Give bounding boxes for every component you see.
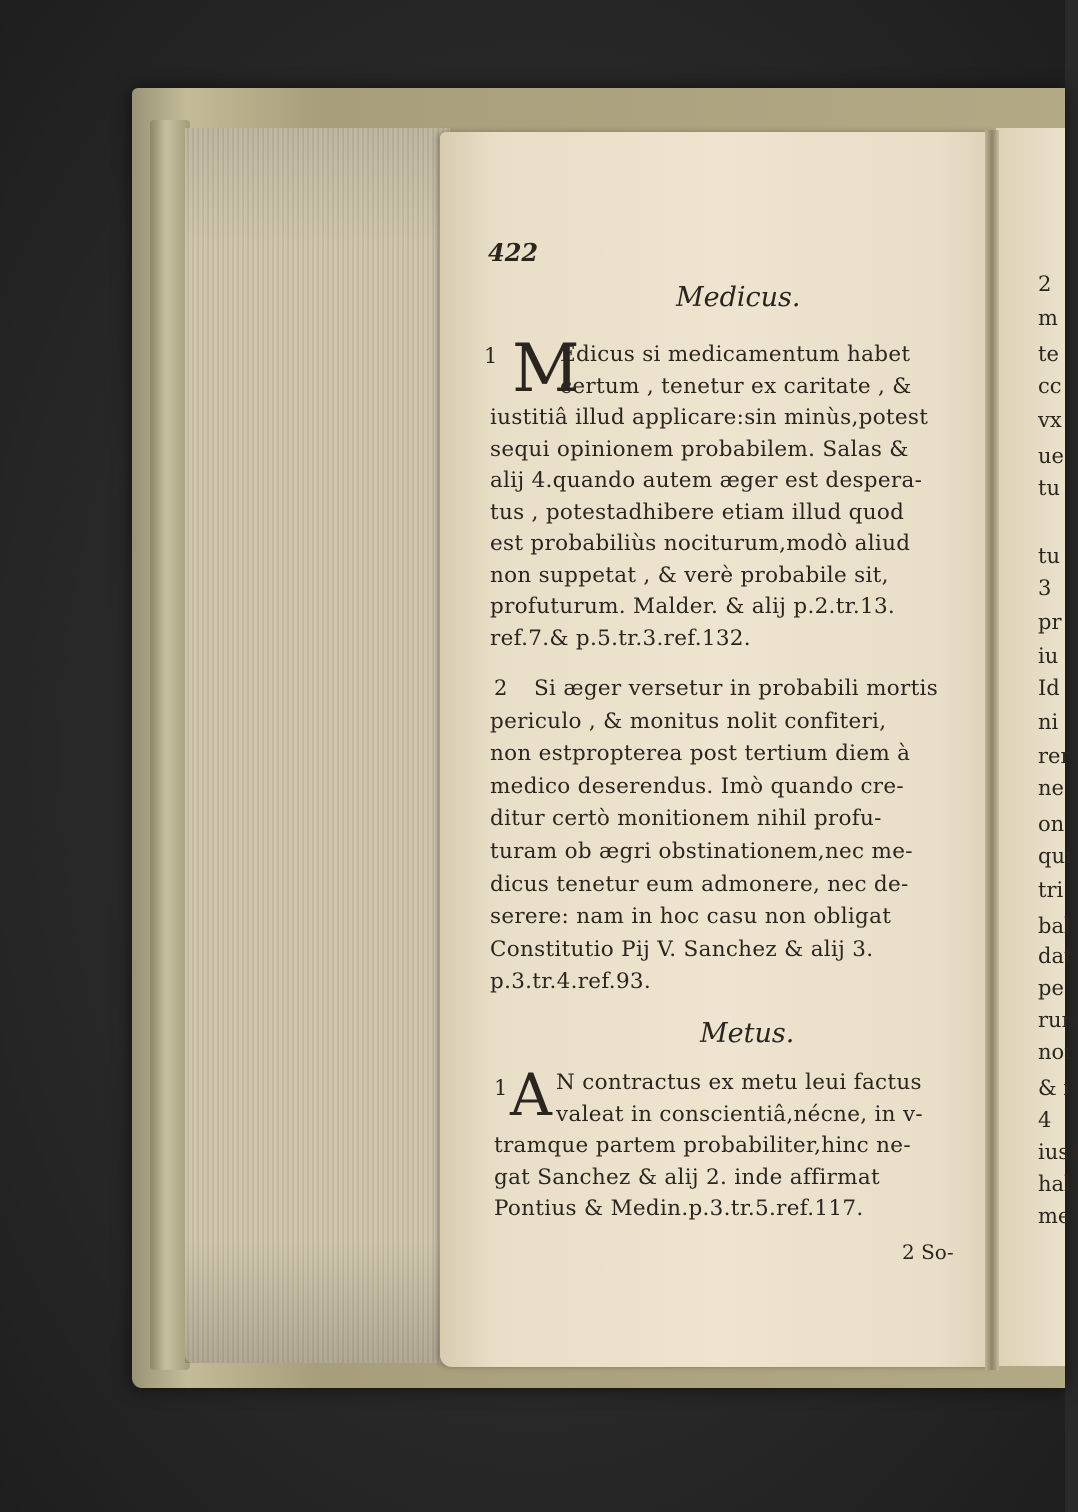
facing-page-fragment: Id	[1038, 676, 1060, 700]
text-line: Edicus si medicamentum habet	[560, 342, 911, 367]
section-heading-metus: Metus.	[700, 1018, 795, 1049]
facing-page-fragment: ne	[1038, 776, 1064, 800]
facing-page-fragment: run	[1038, 1008, 1076, 1032]
text-line: Constitutio Pij V. Sanchez & alij 3.	[490, 936, 874, 962]
facing-page-fragment: 4	[1038, 1108, 1052, 1132]
facing-page-fragment: iust	[1038, 1140, 1078, 1164]
facing-page-fragment: cc	[1038, 374, 1062, 398]
drop-cap: M	[512, 330, 580, 407]
facing-page-fragment: dat	[1038, 944, 1073, 968]
facing-page-fragment: nor	[1038, 1040, 1075, 1064]
catchword: 2 So-	[902, 1240, 954, 1264]
text-line: medico deserendus. Imò quando cre-	[490, 773, 904, 799]
facing-page-fragment: 2	[1038, 272, 1052, 296]
text-line: non estpropterea post tertium diem à	[490, 741, 911, 767]
text-line: turam ob ægri obstinationem,nec me-	[490, 839, 913, 864]
paragraph-number: 1	[484, 344, 498, 368]
text-line: ditur certò monitionem nihil profu-	[490, 806, 882, 832]
text-line: periculo , & monitus nolit confiteri,	[490, 708, 887, 734]
facing-page-fragment: qui	[1038, 844, 1072, 868]
facing-page-fragment: & i	[1038, 1076, 1071, 1100]
facing-page-fragment: iu	[1038, 644, 1059, 668]
text-line: non suppetat , & verè probabile sit,	[490, 562, 889, 588]
book-spine	[150, 120, 190, 1370]
text-line: tus , potestadhibere etiam illud quod	[490, 499, 905, 525]
text-line: serere: nam in hoc casu non obligat	[490, 904, 892, 930]
facing-page-fragment: ue	[1038, 444, 1064, 468]
facing-page-fragment: hab	[1038, 1172, 1078, 1196]
text-line: profuturum. Malder. & alij p.2.tr.13.	[490, 594, 896, 619]
facing-page-fragment: tu	[1038, 476, 1060, 500]
facing-page-fragment: bal	[1038, 914, 1071, 938]
text-line: p.3.tr.4.ref.93.	[490, 969, 652, 995]
facing-page-fragment: vx	[1038, 408, 1062, 432]
facing-page-fragment: ni	[1038, 710, 1059, 734]
facing-page-fragment: m	[1038, 306, 1058, 330]
text-line: dicus tenetur eum admonere, nec de-	[490, 871, 909, 897]
text-line: sequi opinionem probabilem. Salas &	[490, 436, 909, 462]
facing-page-fragment: me	[1038, 1204, 1071, 1228]
text-line: certum , tenetur ex caritate , &	[560, 373, 912, 399]
text-line: ref.7.& p.5.tr.3.ref.132.	[490, 625, 751, 651]
text-line: alij 4.quando autem æger est despera-	[490, 468, 923, 493]
page-edges-shade	[185, 128, 450, 1363]
text-line: iustitiâ illud applicare:sin minùs,potest	[490, 405, 929, 430]
facing-page-fragment: pr	[1038, 610, 1062, 634]
facing-page-fragment: te	[1038, 342, 1059, 366]
text-line: valeat in conscientiâ,nécne, in v-	[556, 1101, 923, 1127]
book-gutter	[985, 130, 999, 1370]
page-number: 422	[488, 238, 539, 267]
facing-page-fragment: tu	[1038, 544, 1060, 568]
facing-page-fragment: 3	[1038, 576, 1052, 600]
text-line: tramque partem probabiliter,hinc ne-	[494, 1133, 911, 1158]
paragraph-number: 2	[494, 676, 508, 700]
text-line: Pontius & Medin.p.3.tr.5.ref.117.	[494, 1196, 864, 1221]
paragraph-number: 1	[494, 1076, 508, 1100]
section-heading-medicus: Medicus.	[676, 282, 801, 313]
facing-page-fragment: rer	[1038, 744, 1071, 768]
text-line: est probabiliùs nociturum,modò aliud	[490, 531, 911, 556]
text-line: N contractus ex metu leui factus	[556, 1070, 922, 1095]
text-line: Si æger versetur in probabili mortis	[534, 676, 939, 701]
facing-page-fragment: on	[1038, 812, 1065, 836]
facing-page-fragment: pe	[1038, 976, 1064, 1000]
facing-page-fragment: tri	[1038, 878, 1064, 902]
text-line: gat Sanchez & alij 2. inde affirmat	[494, 1164, 880, 1190]
drop-cap: A	[510, 1061, 552, 1129]
